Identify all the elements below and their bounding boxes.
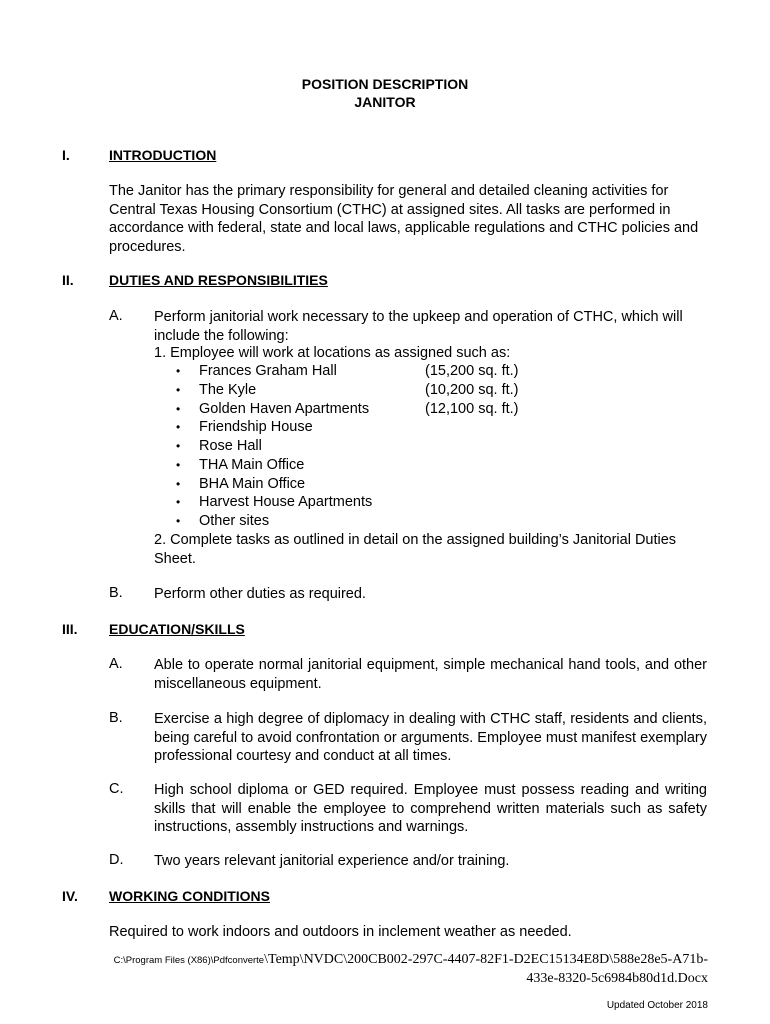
location-size: (15,200 sq. ft.) [425,363,519,379]
location-name: BHA Main Office [199,475,306,492]
intro-paragraph: The Janitor has the primary responsibility for general and detailed cleaning activities for Central Texas Housing Consortium (CTHC) at assigned sites. All tasks are performed in accordance with federal, state and local laws, applicable regulations and CTHC policies and procedures. [109,183,699,255]
bullet-icon: • [176,514,181,528]
footer-file-path [114,951,708,988]
section-heading-working: WORKING CONDITIONS [109,888,270,904]
education-item-text: Able to operate normal janitorial equipment, simple mechanical hand tools, and other miscellaneous equipment. [154,657,707,692]
bullet-icon: • [176,382,181,397]
duties-item-text: Perform janitorial work necessary to the upkeep and operation of CTHC, which will include the following: [154,309,683,344]
duties-numbered-item: 2. Complete tasks as outlined in detail on the assigned building’s Janitorial Duties Sheet. [154,532,677,567]
location-size: (10,200 sq. ft.) [425,381,519,398]
working-paragraph: Required to work indoors and outdoors in inclement weather as needed. [109,924,572,940]
education-item-text: High school diploma or GED required. Employee must possess reading and writing skills that will enable the employee to comprehend written materials such as safety instructions, assembly instructions and warnings. [154,782,707,835]
location-name: Friendship House [199,419,313,436]
education-item-letter: D. [109,852,124,868]
duties-item-letter: A. [109,308,123,324]
bullet-icon: • [176,439,181,453]
section-number-education: III. [62,621,78,637]
footer-path-line2: 433e-8320-5c6984b80d1d.Docx [526,971,708,986]
footer-path-rest: \Temp\NVDC\200CB002-297C-4407-82F1-D2EC15134E8D\588e28e5-A71b- [264,952,708,967]
education-item-text: Exercise a high degree of diplomacy in dealing with CTHC staff, residents and clients, being careful to avoid confrontation or arguments. Employee must manifest exemplary professional courtesy and conduct at all times. [154,711,707,764]
bullet-icon: • [176,476,181,491]
duties-item-letter: B. [109,585,123,601]
section-heading-intro: INTRODUCTION [109,147,217,163]
location-name: Harvest House Apartments [199,494,373,511]
education-item-text: Two years relevant janitorial experience and/or training. [154,853,510,869]
bullet-icon: • [176,364,181,378]
duties-item-text: Perform other duties as required. [154,586,366,602]
section-number-duties: II. [62,272,74,288]
location-name: Rose Hall [199,438,262,454]
bullet-icon: • [176,420,181,435]
education-item-letter: B. [109,710,123,726]
location-size: (12,100 sq. ft.) [425,400,519,417]
education-item-letter: A. [109,656,123,672]
location-name: Other sites [199,513,270,529]
bullet-icon: • [176,457,181,472]
section-number-intro: I. [62,147,70,163]
location-name: The Kyle [199,381,257,398]
duties-numbered-item: 1. Employee will work at locations as assigned such as: [154,345,511,361]
section-number-working: IV. [62,888,78,904]
bullet-icon: • [176,495,181,510]
location-name: THA Main Office [199,456,305,473]
document-subtitle: JANITOR [354,94,416,110]
bullet-icon: • [176,401,181,416]
location-name: Golden Haven Apartments [199,400,370,417]
footer-path-prefix: C:\Program Files (X86)\Pdfconverte [113,955,265,966]
education-item-letter: C. [109,781,124,797]
section-heading-duties: DUTIES AND RESPONSIBILITIES [109,272,328,288]
document-title: POSITION DESCRIPTION [301,76,469,92]
footer-updated: Updated October 2018 [606,1000,708,1011]
location-name: Frances Graham Hall [199,363,337,379]
section-heading-education: EDUCATION/SKILLS [109,621,245,637]
